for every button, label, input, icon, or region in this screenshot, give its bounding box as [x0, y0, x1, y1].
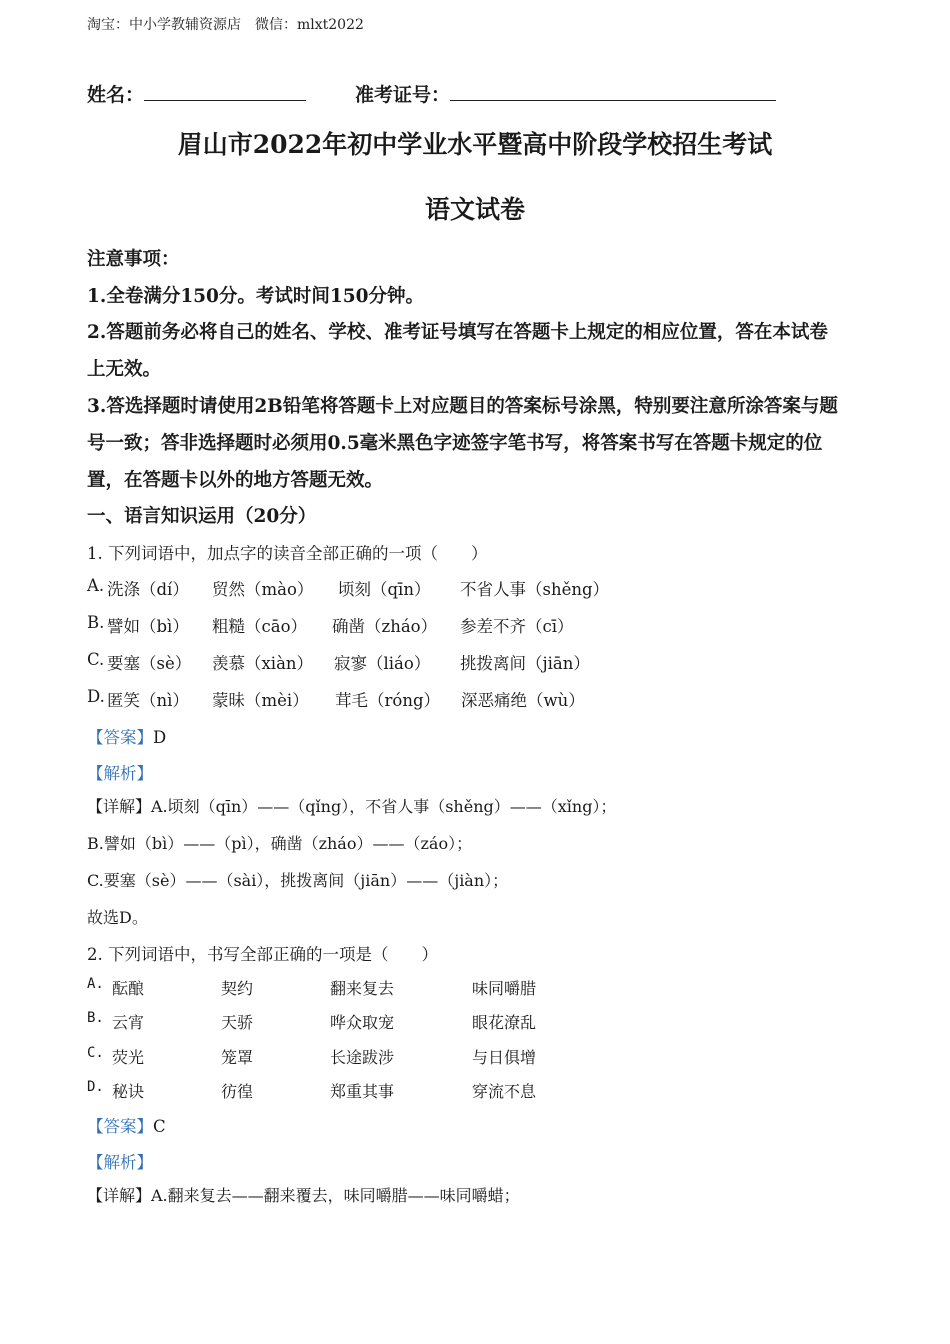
option-item: 眼花潦乱 [472, 1013, 537, 1032]
q2-detail-line: 【详解】A.翻来复去——翻来覆去，味同嚼腊——味同嚼蜡； [87, 1186, 520, 1205]
id-blank-line[interactable] [450, 100, 776, 101]
notice-line: 号一致；答非选择题时必须用0.5毫米黑色字迹签字笔书写，将答案书写在答题卡规定的位 [87, 433, 823, 454]
q1-answer [87, 724, 166, 748]
option-item: 茸毛（róng） [335, 691, 441, 710]
option-label: B. [87, 1010, 104, 1026]
option-item: 寂寥（liáo） [334, 654, 431, 673]
notice-line: 3.答选择题时请使用2B铅笔将答题卡上对应题目的答案标号涂黑，特别要注意所涂答案与题 [87, 396, 838, 417]
option-label: A. [87, 576, 105, 595]
q1-detail-line: C.要塞（sè）——（sài），挑拨离间（jiān）——（jiàn）； [87, 871, 509, 890]
option-item: 穿流不息 [472, 1082, 537, 1101]
option-item: 彷徨 [221, 1082, 254, 1101]
option-item: 蒙昧（mèi） [212, 691, 309, 710]
section-heading: 一、语言知识运用（20分） [87, 506, 317, 527]
option-item: 譬如（bì） [107, 617, 189, 636]
option-label: C. [87, 1045, 104, 1061]
option-item: 长途跋涉 [330, 1048, 395, 1067]
header-note: 淘宝：中小学教辅资源店 微信：mlxt2022 [87, 17, 364, 33]
option-item: 粗糙（cāo） [212, 617, 308, 636]
q1-detail-line: B.譬如（bì）——（pì），确凿（zháo）——（záo）； [87, 834, 473, 853]
option-item: 云宵 [112, 1013, 145, 1032]
id-label: 准考证号： [355, 84, 451, 106]
q2-analysis-tag: 【解析】 [87, 1153, 153, 1172]
option-item: 翻来复去 [330, 979, 395, 998]
option-item: 天骄 [221, 1013, 254, 1032]
exam-subtitle: 语文试卷 [424, 195, 525, 224]
option-label: C. [87, 650, 105, 669]
option-item: 哗众取宠 [330, 1013, 395, 1032]
q2-answer [87, 1113, 166, 1137]
option-item: 洗涤（dí） [107, 580, 189, 599]
q1-analysis-tag: 【解析】 [87, 764, 153, 783]
q2-stem: 2. 下列词语中，书写全部正确的一项是（ ） [87, 945, 438, 964]
option-label: D. [87, 687, 105, 706]
option-item: 笼罩 [221, 1048, 254, 1067]
option-item: 要塞（sè） [107, 654, 192, 673]
notice-line: 2.答题前务必将自己的姓名、学校、准考证号填写在答题卡上规定的相应位置，答在本试卷 [87, 322, 828, 343]
option-item: 契约 [221, 979, 254, 998]
notice-line: 置，在答题卡以外的地方答题无效。 [87, 470, 384, 491]
option-item: 酝酿 [112, 979, 145, 998]
q1-detail-line: 故选D。 [87, 908, 148, 927]
name-blank-line[interactable] [144, 100, 306, 101]
notice-line: 1.全卷满分150分。考试时间150分钟。 [87, 286, 425, 307]
option-item: 匿笑（nì） [107, 691, 189, 710]
q1-stem: 1. 下列词语中，加点字的读音全部正确的一项（ ） [87, 544, 488, 563]
q1-detail-line: 【详解】A.顷刻（qīn）——（qǐng），不省人事（shěng）——（xǐng）； [87, 797, 617, 816]
answer-value: C [153, 1117, 166, 1136]
option-label: B. [87, 613, 105, 632]
notice-line: 上无效。 [87, 359, 162, 380]
option-item: 羡慕（xiàn） [212, 654, 314, 673]
option-item: 贸然（mào） [212, 580, 314, 599]
option-item: 不省人事（shěng） [460, 580, 610, 599]
option-item: 荧光 [112, 1048, 145, 1067]
option-label: A. [87, 976, 104, 992]
option-item: 秘诀 [112, 1082, 145, 1101]
answer-tag: 【答案】 [87, 1117, 153, 1136]
option-item: 深恶痛绝（wù） [461, 691, 585, 710]
option-item: 确凿（zháo） [332, 617, 438, 636]
option-label: D. [87, 1079, 104, 1095]
option-item: 挑拨离间（jiān） [460, 654, 590, 673]
exam-title: 眉山市2022年初中学业水平暨高中阶段学校招生考试 [177, 130, 773, 159]
answer-tag: 【答案】 [87, 728, 153, 747]
option-item: 顷刻（qīn） [338, 580, 431, 599]
notice-heading: 注意事项： [87, 249, 180, 270]
name-label: 姓名： [87, 84, 145, 106]
option-item: 郑重其事 [330, 1082, 395, 1101]
option-item: 参差不齐（cī） [460, 617, 574, 636]
option-item: 与日俱增 [472, 1048, 537, 1067]
answer-value: D [153, 728, 167, 747]
option-item: 味同嚼腊 [472, 979, 537, 998]
